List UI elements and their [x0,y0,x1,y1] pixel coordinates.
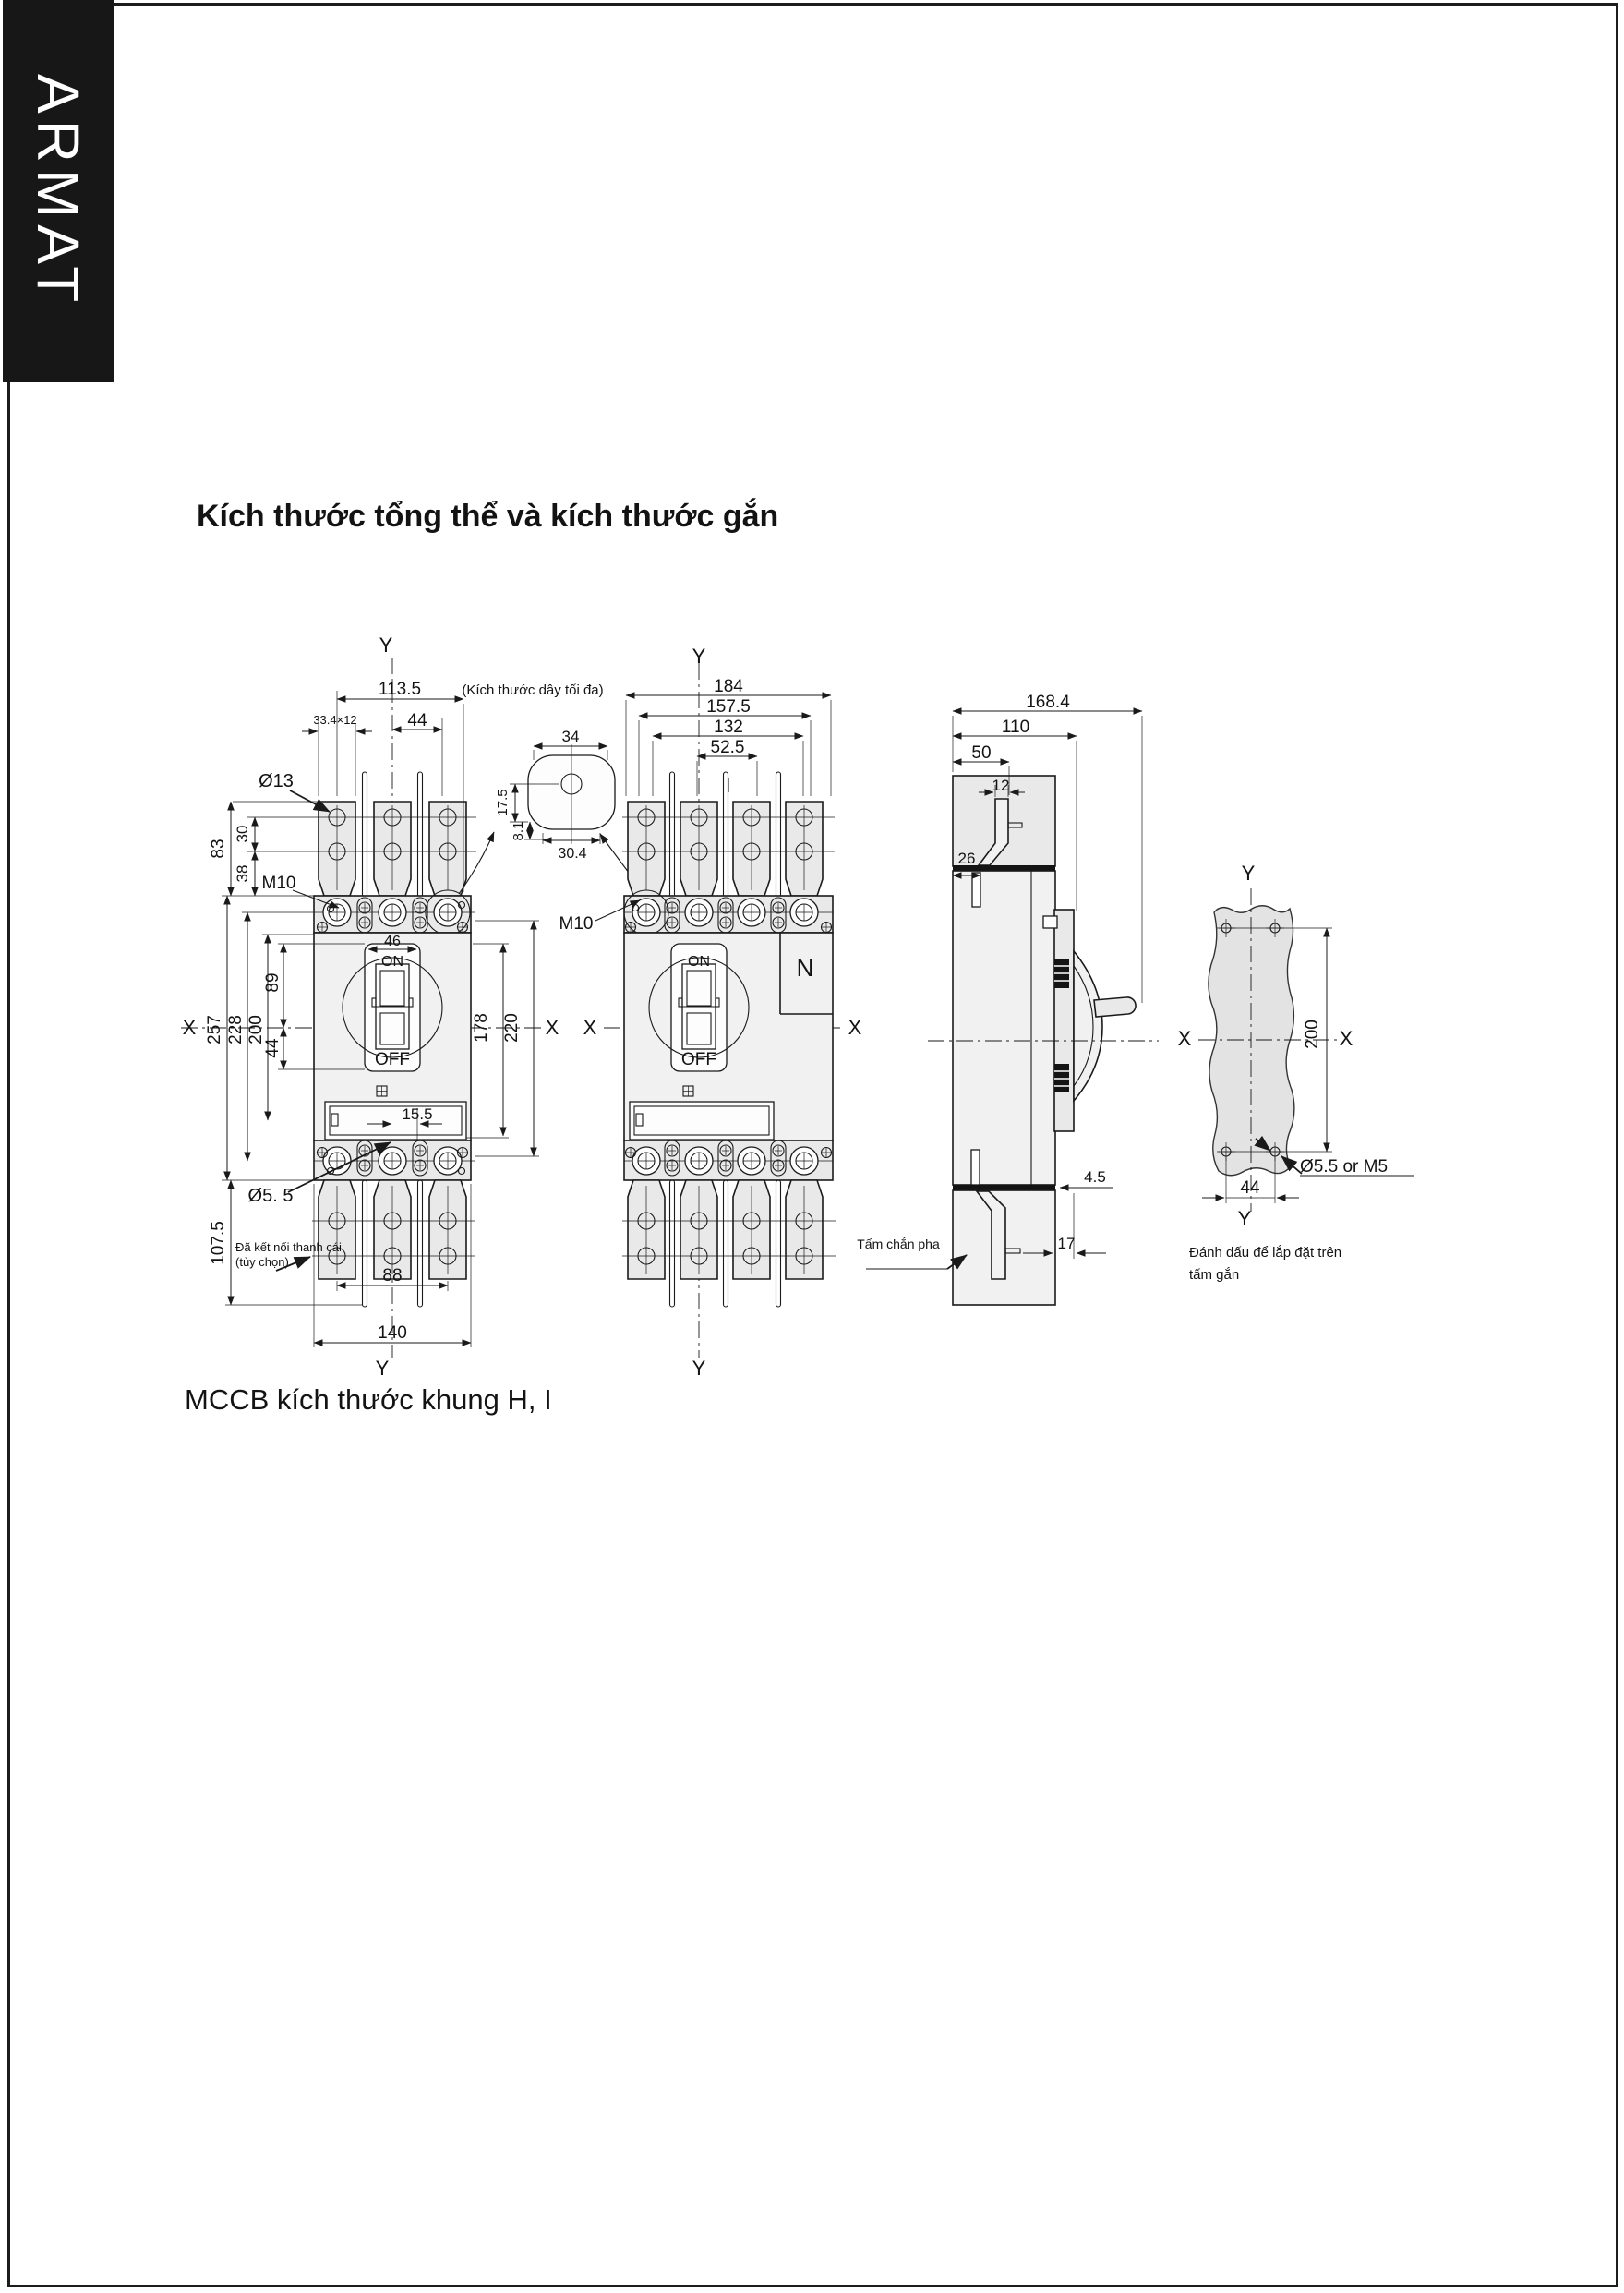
mccb-3pole-front-view [181,634,559,1380]
d2-dim-157-5: 157.5 [706,697,751,717]
d2-axis-y-bottom: Y [692,1357,706,1380]
d1-on-label: ON [381,954,403,970]
d3-phase-barrier-label: Tấm chắn pha [857,1237,940,1251]
d2-off-label: OFF [681,1050,716,1069]
d1-dim-178: 178 [472,1013,491,1043]
d1-dim-228: 228 [226,1015,246,1044]
d2-dim-52-5: 52.5 [710,738,745,757]
d1-busbar-note-2: (tùy chọn) [235,1255,289,1269]
d4-dim-44: 44 [1240,1178,1260,1198]
d1-dim-113-5: 113.5 [378,680,422,699]
d1-axis-y-top: Y [379,634,393,657]
d4-dim-200: 200 [1303,1020,1322,1049]
d1-dim-200: 200 [247,1015,266,1044]
mccb-4pole-front-view [559,645,862,1380]
d3-dim-168-4: 168.4 [1026,693,1070,712]
detail-dim-30-4: 30.4 [558,846,587,862]
detail-title: (Kích thước dây tối đa) [462,682,604,698]
d1-dim-83: 83 [209,839,228,859]
d2-thread-m10: M10 [559,914,594,934]
d1-busbar-note-1: Đã kết nối thanh cái [235,1240,342,1254]
d2-dim-132: 132 [714,718,743,737]
mccb-side-view [857,693,1159,1305]
d3-dim-17: 17 [1057,1235,1076,1252]
d3-knurled-knob-bottom [1054,1064,1069,1092]
d1-dim-89: 89 [263,972,283,993]
d2-axis-x-left: X [583,1016,597,1039]
d3-dim-50: 50 [971,743,992,763]
d1-axis-x-left: X [182,1016,197,1039]
d2-axis-y-top: Y [692,645,706,668]
d1-dim-46: 46 [384,934,401,949]
d2-bottom-terminal-cover [624,1140,833,1180]
d1-dim-44-top: 44 [407,711,427,730]
figure-caption: MCCB kích thước khung H, I [185,1383,552,1416]
d2-axis-x-right: X [848,1016,862,1039]
d2-upper-terminals [622,772,835,899]
d4-caption-line2: tấm gắn [1189,1267,1240,1283]
detail-dim-34: 34 [561,728,580,745]
d1-off-label: OFF [375,1050,410,1069]
d4-axis-y-bottom: Y [1237,1207,1252,1230]
detail-dim-17-5: 17.5 [495,789,511,816]
d3-toggle-handle [1094,997,1136,1017]
detail-dim-8-1: 8.1 [511,821,526,841]
d1-axis-y-bottom: Y [375,1357,390,1380]
d3-handle-bell [1074,951,1102,1101]
d1-dim-hole-5-5: Ø5. 5 [247,1186,294,1206]
d1-dim-30: 30 [234,825,251,843]
d2-on-label: ON [688,954,710,970]
d1-dim-140: 140 [378,1323,407,1343]
d1-dim-257: 257 [205,1015,224,1044]
d1-dim-38: 38 [234,864,251,883]
brand-name: ARMAT [25,73,91,309]
d1-dim-88: 88 [382,1266,403,1285]
d2-neutral-pole-label: N [796,954,814,982]
d4-caption-line1: Đánh dấu để lắp đặt trên [1189,1245,1342,1261]
d1-dim-15-5: 15.5 [402,1105,433,1123]
d2-top-terminal-cover [624,890,833,935]
d3-dim-12: 12 [992,777,1010,794]
d3-knurled-knob-top [1054,959,1069,988]
mounting-plate-view [1178,862,1414,1283]
d2-rating-label-window [630,1102,774,1140]
page-title: Kích thước tổng thể và kích thước gắn [197,499,779,534]
d1-thread-m10: M10 [261,874,296,893]
d2-lower-terminals [622,1180,836,1307]
d4-axis-x-right: X [1339,1027,1353,1050]
d1-rating-label-window [325,1102,466,1140]
d3-dim-4-5: 4.5 [1084,1168,1106,1186]
d4-axis-y-top: Y [1241,862,1256,885]
d4-hole-spec: Ø5.5 or M5 [1300,1157,1389,1177]
d1-dim-107-5: 107.5 [209,1221,228,1265]
d4-axis-x-left: X [1177,1027,1192,1050]
d3-dim-26: 26 [957,850,976,867]
d1-dim-220: 220 [502,1013,522,1043]
d1-dim-hole-13: Ø13 [259,771,294,791]
d1-dim-terminal: 33.4×12 [313,713,357,727]
d1-axis-x-right: X [545,1016,559,1039]
d1-bottom-terminal-cover [314,1140,475,1180]
d3-dim-110: 110 [1001,718,1030,737]
d1-top-terminal-cover [314,890,475,935]
d2-dim-184: 184 [714,677,743,696]
wire-lug-detail-view [462,682,644,892]
d1-dim-44-side: 44 [263,1038,283,1058]
